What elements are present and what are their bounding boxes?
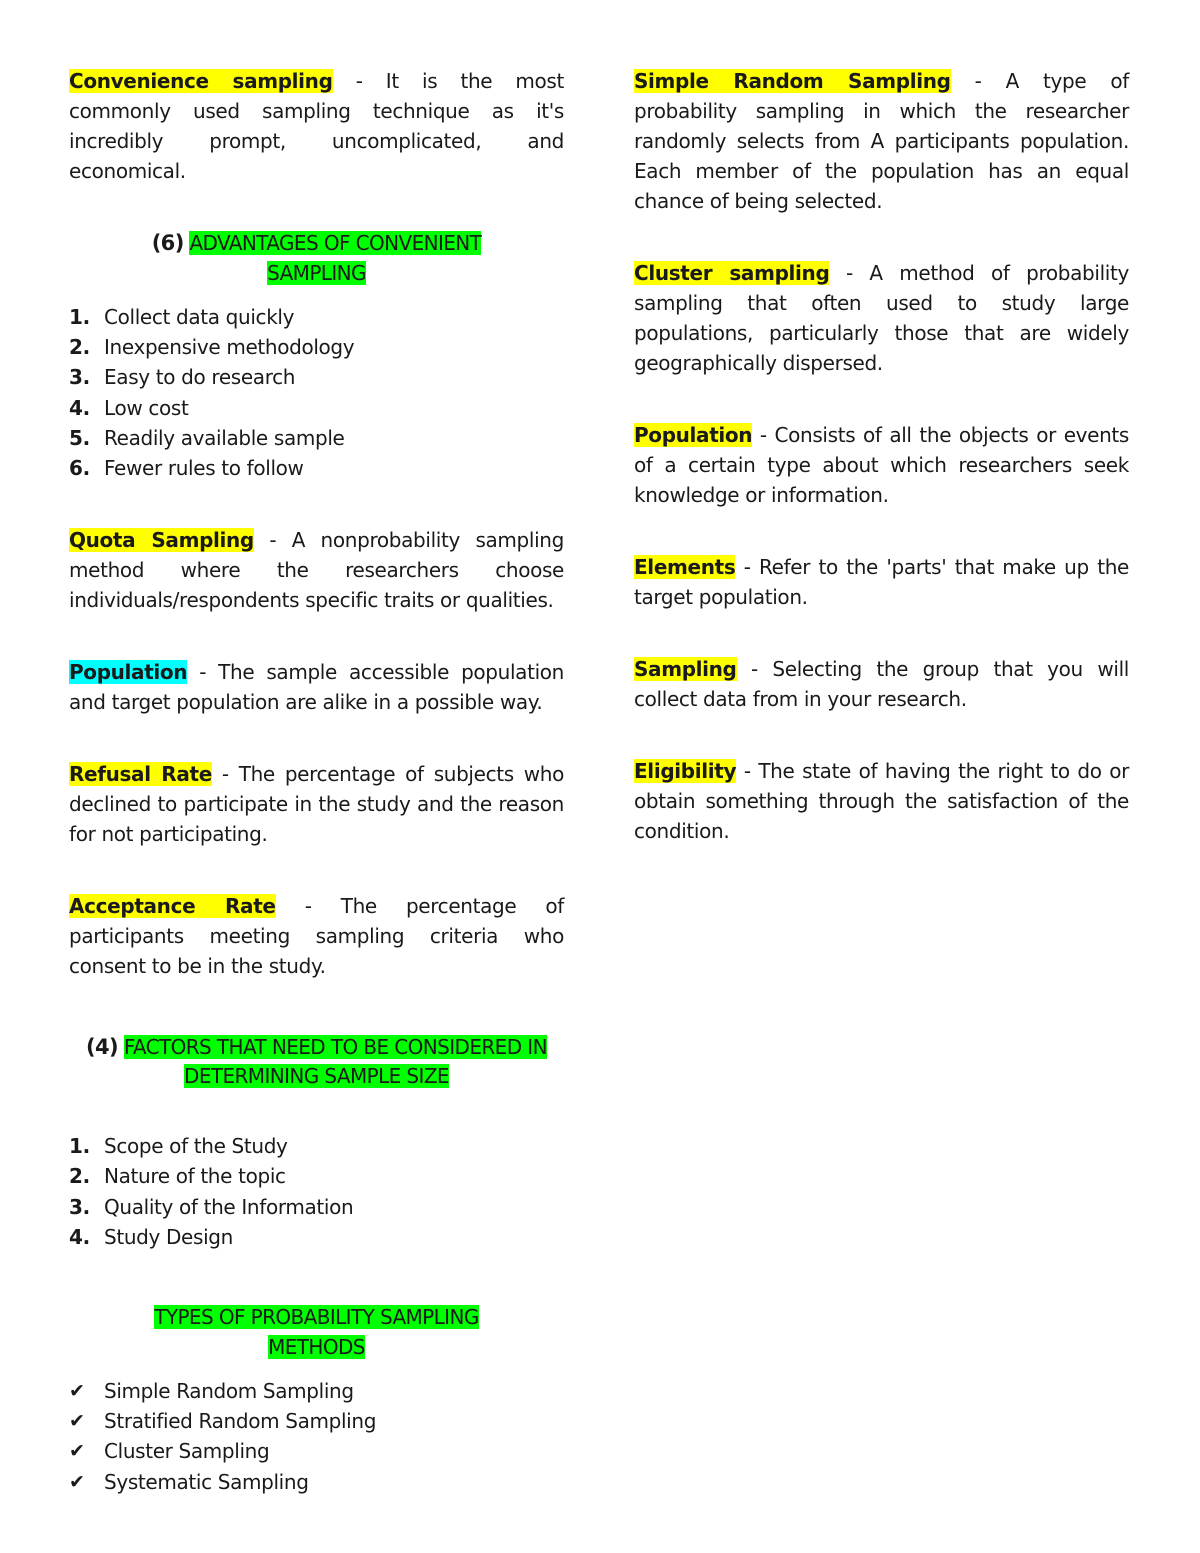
elements-definition — [634, 552, 1129, 612]
item-text: Simple Random Sampling — [104, 1379, 354, 1404]
item-text: Cluster Sampling — [104, 1439, 270, 1464]
definition-text: - Selecting the group that you will collect data from in your research. — [634, 657, 1129, 711]
heading-title-line1: FACTORS THAT NEED TO BE CONSIDERED IN — [123, 1035, 547, 1060]
left-column — [69, 66, 564, 1497]
eligibility-definition — [634, 756, 1129, 846]
simple-random-sampling-definition — [634, 66, 1129, 216]
item-text: Scope of the Study — [104, 1134, 288, 1159]
term-simple-random-sampling: Simple Random Sampling — [634, 69, 951, 93]
list-item — [69, 453, 564, 483]
definition-text: - Refer to the 'parts' that make up the target population. — [634, 555, 1129, 609]
list-item — [69, 302, 564, 332]
item-number: 1. — [69, 1134, 90, 1159]
types-heading — [69, 1302, 564, 1362]
acceptance-rate-definition — [69, 891, 564, 981]
check-icon: ✔ — [69, 1410, 85, 1433]
item-text: Collect data quickly — [104, 305, 295, 329]
advantages-heading — [69, 228, 564, 288]
term-refusal-rate: Refusal Rate — [69, 762, 212, 787]
definition-text: - A method of probability sampling that often used to study large populations, particularly those that are widely geographically dispersed. — [634, 261, 1129, 375]
definition-text: - The state of having the right to do or obtain something through the satisfaction of the condition. — [634, 759, 1129, 843]
item-number: 4. — [69, 1224, 90, 1249]
heading-title-line2: DETERMINING SAMPLE SIZE — [184, 1064, 449, 1089]
heading-title-line1: TYPES OF PROBABILITY SAMPLING — [154, 1305, 479, 1330]
heading-title-line1: ADVANTAGES OF CONVENIENT — [189, 231, 482, 255]
list-item — [69, 423, 564, 453]
check-icon: ✔ — [69, 1470, 85, 1493]
check-icon: ✔ — [69, 1380, 85, 1403]
item-text: Study Design — [104, 1224, 233, 1249]
right-column — [634, 66, 1129, 888]
heading-count: (4) — [86, 1035, 119, 1060]
term-convenience-sampling: Convenience sampling — [69, 69, 333, 93]
item-text: Readily available sample — [104, 425, 345, 450]
item-text: Inexpensive methodology — [104, 335, 355, 360]
item-number: 1. — [69, 305, 90, 329]
item-text: Low cost — [104, 395, 189, 420]
term-population: Population — [634, 423, 753, 447]
list-item — [69, 1467, 564, 1497]
population-definition — [69, 657, 564, 717]
definition-text: - The sample accessible population and target population are alike in a possible way. — [69, 660, 564, 715]
item-text: Fewer rules to follow — [104, 456, 304, 481]
item-text: Stratified Random Sampling — [104, 1409, 377, 1434]
heading-title-line2: SAMPLING — [267, 261, 366, 285]
advantages-list — [69, 302, 564, 483]
population-definition-right — [634, 420, 1129, 510]
definition-text: - A type of probability sampling in which the researcher randomly selects from A participants population. Each member of the population has an equal chance of being selected. — [634, 69, 1129, 213]
item-text: Quality of the Information — [104, 1194, 354, 1219]
definition-text: - A nonprobability sampling method where the researchers choose individuals/respondents specific traits or qualities. — [69, 528, 564, 613]
term-elements: Elements — [634, 555, 736, 579]
term-acceptance-rate: Acceptance Rate — [69, 894, 276, 919]
list-item — [69, 1131, 564, 1161]
item-number: 4. — [69, 395, 90, 420]
definition-text: - The percentage of subjects who declined to participate in the study and the reason for not participating. — [69, 762, 564, 847]
heading-count: (6) — [151, 231, 184, 255]
list-item — [69, 1376, 564, 1406]
term-sampling: Sampling — [634, 657, 737, 681]
convenience-sampling-definition — [69, 66, 564, 186]
item-number: 2. — [69, 1164, 90, 1189]
definition-text: - The percentage of participants meeting sampling criteria who consent to be in the study. — [69, 894, 564, 979]
list-item — [69, 362, 564, 392]
term-cluster-sampling: Cluster sampling — [634, 261, 830, 285]
term-eligibility: Eligibility — [634, 759, 737, 783]
factors-heading — [69, 1033, 564, 1091]
item-number: 3. — [69, 1194, 90, 1219]
refusal-rate-definition — [69, 759, 564, 849]
term-population: Population — [69, 660, 188, 685]
definition-text: - It is the most commonly used sampling technique as it's incredibly prompt, uncomplicated, and economical. — [69, 69, 564, 183]
definition-text: - Consists of all the objects or events of a certain type about which researchers seek knowledge or information. — [634, 423, 1129, 507]
term-quota-sampling: Quota Sampling — [69, 528, 254, 553]
item-number: 3. — [69, 365, 90, 390]
item-text: Nature of the topic — [104, 1164, 286, 1189]
list-item — [69, 332, 564, 362]
types-list — [69, 1376, 564, 1497]
heading-title-line2: METHODS — [268, 1335, 365, 1360]
cluster-sampling-definition — [634, 258, 1129, 378]
item-number: 6. — [69, 456, 90, 481]
list-item — [69, 1406, 564, 1436]
list-item — [69, 393, 564, 423]
list-item — [69, 1161, 564, 1191]
item-text: Systematic Sampling — [104, 1469, 309, 1494]
item-text: Easy to do research — [104, 365, 296, 390]
factors-list — [69, 1131, 564, 1252]
list-item — [69, 1192, 564, 1222]
check-icon: ✔ — [69, 1440, 85, 1463]
list-item — [69, 1222, 564, 1252]
item-number: 2. — [69, 335, 90, 360]
item-number: 5. — [69, 425, 90, 450]
list-item — [69, 1436, 564, 1466]
sampling-definition — [634, 654, 1129, 714]
quota-sampling-definition — [69, 525, 564, 615]
